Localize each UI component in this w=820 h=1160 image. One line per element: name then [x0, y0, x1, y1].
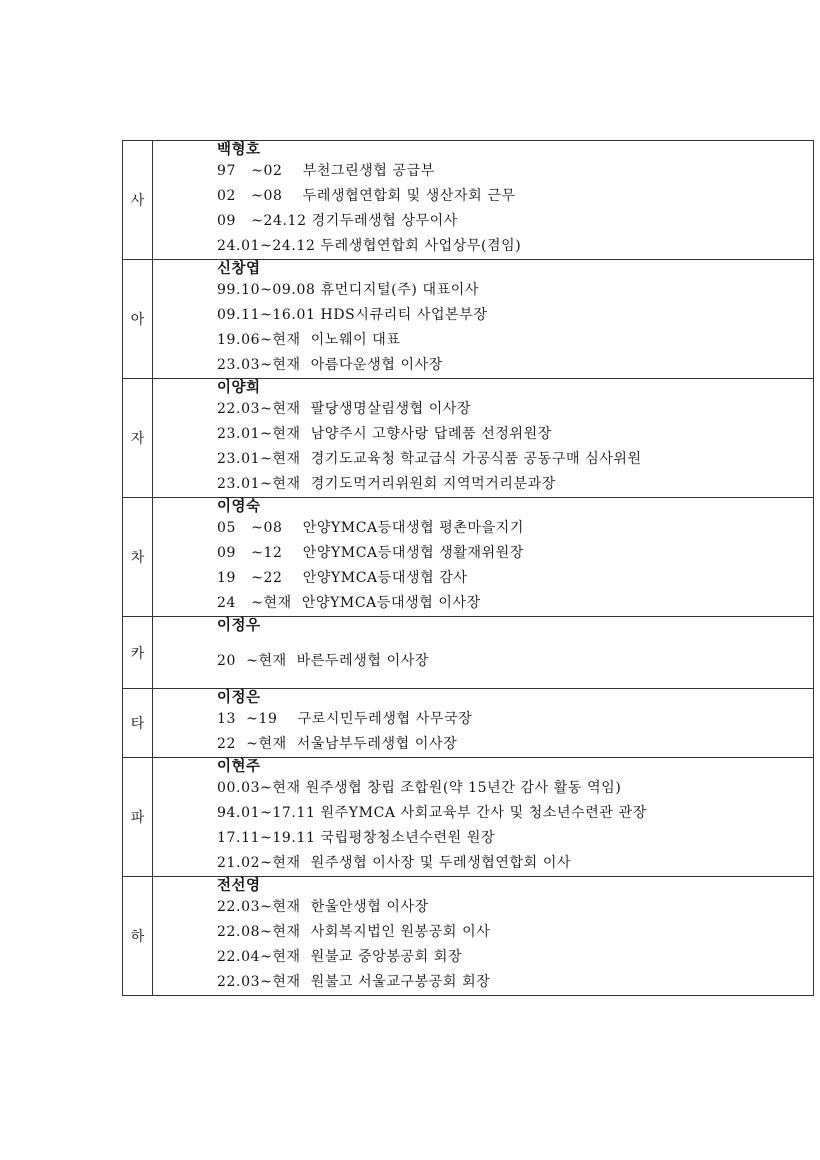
career-item: 19.06~현재 이노웨이 대표 — [217, 332, 401, 348]
career-item: 00.03~현재 원주생협 창립 조합원(약 15년간 감사 활동 역임) — [217, 780, 622, 796]
career-item: 24 ~현재 안양YMCA등대생협 이사장 — [217, 595, 481, 611]
table-row — [123, 758, 814, 877]
table-row — [123, 689, 814, 758]
table-row — [123, 877, 814, 996]
row-content — [153, 689, 814, 758]
candidate-name: 백형호 — [217, 141, 261, 158]
candidate-name: 신창엽 — [217, 260, 261, 277]
table-row — [123, 260, 814, 379]
career-item: 17.11~19.11 국립평창청소년수련원 원장 — [217, 830, 496, 846]
row-label: 자 — [123, 379, 153, 498]
career-item: 22.08~현재 사회복지법인 원봉공회 이사 — [217, 924, 491, 940]
career-item: 20 ~현재 바른두레생협 이사장 — [217, 653, 429, 669]
table-row — [123, 617, 814, 689]
table-row — [123, 141, 814, 260]
row-content — [153, 260, 814, 379]
career-item: 97 ~02 부천그린생협 공급부 — [217, 163, 435, 179]
row-label: 아 — [123, 260, 153, 379]
career-item: 23.01~현재 경기도교육청 학교급식 가공식품 공동구매 심사위원 — [217, 451, 642, 467]
candidate-name: 이정우 — [217, 617, 261, 634]
table-row — [123, 379, 814, 498]
career-item: 22.03~현재 팔당생명살림생협 이사장 — [217, 401, 472, 417]
career-item: 13 ~19 구로시민두레생협 사무국장 — [217, 711, 473, 727]
row-label: 카 — [123, 617, 153, 689]
row-content — [153, 379, 814, 498]
career-item: 22.04~현재 원불교 중앙봉공회 회장 — [217, 949, 463, 965]
row-label: 사 — [123, 141, 153, 260]
row-content — [153, 498, 814, 617]
spacer — [217, 635, 813, 649]
row-content — [153, 141, 814, 260]
row-label: 차 — [123, 498, 153, 617]
career-item: 22.03~현재 한울안생협 이사장 — [217, 899, 429, 915]
career-item: 21.02~현재 원주생협 이사장 및 두레생협연합회 이사 — [217, 855, 572, 871]
career-item: 94.01~17.11 원주YMCA 사회교육부 간사 및 청소년수련관 관장 — [217, 805, 647, 821]
spacer — [217, 674, 813, 688]
career-item: 99.10~09.08 휴먼디지털(주) 대표이사 — [217, 282, 479, 298]
career-item: 24.01~24.12 두레생협연합회 사업상무(겸임) — [217, 238, 522, 254]
career-item: 05 ~08 안양YMCA등대생협 평촌마을지기 — [217, 520, 525, 536]
row-content — [153, 877, 814, 996]
row-label: 파 — [123, 758, 153, 877]
career-item: 09 ~24.12 경기두레생협 상무이사 — [217, 213, 458, 229]
candidate-name: 전선영 — [217, 877, 261, 894]
career-item: 22 ~현재 서울남부두레생협 이사장 — [217, 736, 458, 752]
career-item: 23.01~현재 남양주시 고향사랑 답례품 선정위원장 — [217, 426, 552, 442]
row-content — [153, 758, 814, 877]
career-item: 22.03~현재 원불고 서울교구봉공회 회장 — [217, 974, 491, 990]
career-item: 09.11~16.01 HDS시큐리티 사업본부장 — [217, 307, 488, 323]
candidate-table — [122, 140, 814, 996]
row-label: 타 — [123, 689, 153, 758]
row-content — [153, 617, 814, 689]
career-item: 09 ~12 안양YMCA등대생협 생활재위원장 — [217, 545, 525, 561]
table-row — [123, 498, 814, 617]
candidate-name: 이양희 — [217, 379, 261, 396]
career-item: 23.03~현재 아름다운생협 이사장 — [217, 357, 443, 373]
candidate-name: 이정은 — [217, 689, 261, 706]
career-item: 02 ~08 두레생협연합회 및 생산자회 근무 — [217, 188, 516, 204]
candidate-name: 이현주 — [217, 758, 261, 775]
career-item: 23.01~현재 경기도먹거리위원회 지역먹거리분과장 — [217, 476, 556, 492]
career-item: 19 ~22 안양YMCA등대생협 감사 — [217, 570, 468, 586]
row-label: 하 — [123, 877, 153, 996]
candidate-name: 이영숙 — [217, 498, 261, 515]
